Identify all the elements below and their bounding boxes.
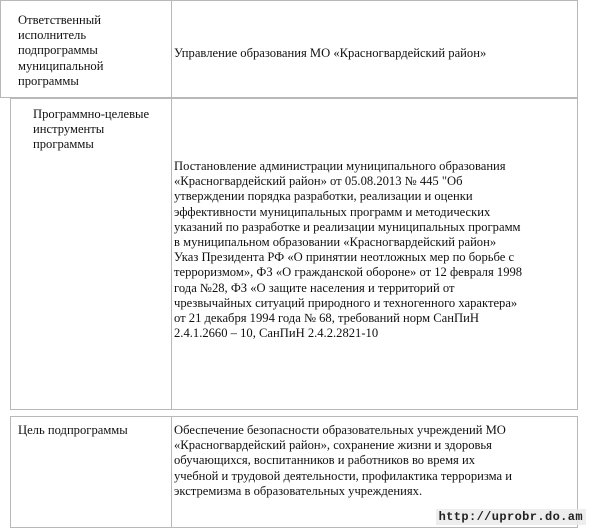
program-tools-label: Программно-целевые инструменты программы <box>33 107 150 152</box>
site-watermark: http://uprobr.do.am <box>436 509 586 525</box>
program-tools-value: Постановление администрации муниципального образования «Красногвардейский район» от 05.08.2013 № 445 "Об утверждении порядка разработки, реализации и оценки эффективности муниципальных программ и методических указаний по разработке и реализации муниципальных программ в муниципальном образовании «Красногвардейский район» Указ Президента РФ «О принятии неотложных мер по борьбе с терроризмом», ФЗ «О гражданской обороне» от 12 февраля 1998 года №28, ФЗ «О защите населения и территорий от чрезвычайных ситуаций природного и техногенного характера» от 21 декабря 1994 года № 68, требований норм СанПиН 2.4.1.2660 – 10, СанПиН 2.4.2.2821-10 <box>174 159 523 341</box>
subprogram-goal-label: Цель подпрограммы <box>18 423 128 437</box>
subprogram-goal-value: Обеспечение безопасности образовательных учреждений МО «Красногвардейский район», сохранение жизни и здоровья обучающихся, воспитанников и работников во время их учебной и трудовой деятельности, профилактика терроризма и экстремизма в образовательных учреждениях. <box>174 423 513 498</box>
responsible-executor-label: Ответственный исполнитель подпрограммы муниципальной программы <box>18 13 104 88</box>
responsible-executor-value: Управление образования МО «Красногвардейский район» <box>174 46 487 60</box>
